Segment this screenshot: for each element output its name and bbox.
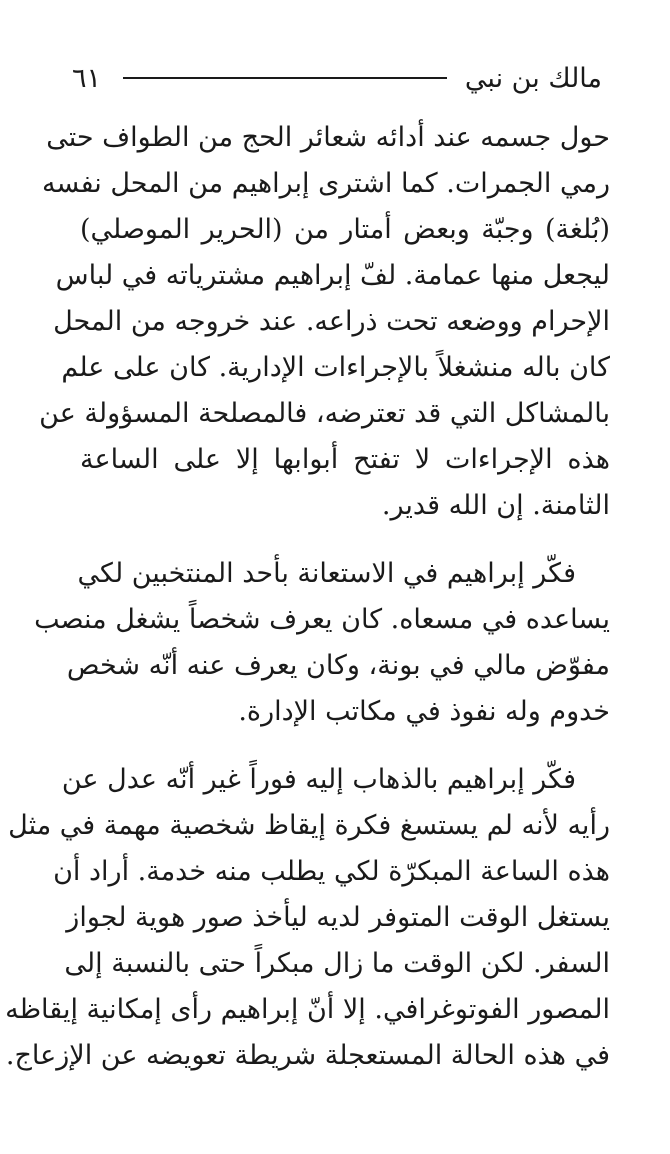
text-line: فكّر إبراهيم في الاستعانة بأحد المنتخبين لكي: [77, 558, 576, 589]
text-line: يستغل الوقت المتوفر لديه ليأخذ صور هوية لجواز: [66, 902, 610, 933]
text-line: حول جسمه عند أدائه شعائر الحج من الطواف حتى: [46, 122, 610, 153]
paragraph-3: [5, 757, 610, 1079]
paragraph-1: [39, 115, 610, 529]
body-text: [5, 115, 610, 1079]
paragraph-2: [34, 551, 610, 735]
paragraph-gap: [80, 529, 610, 551]
text-line: يساعده في مسعاه. كان يعرف شخصاً يشغل منصب: [34, 604, 610, 635]
text-line: (بُلغة) وجبّة وبعض أمتار من (الحرير الموصلي): [80, 214, 610, 245]
paragraph-gap: [80, 735, 610, 757]
page-number: ٦١: [72, 62, 102, 94]
text-line: السفر. لكن الوقت ما زال مبكراً حتى بالنسبة إلى: [64, 948, 610, 979]
header-rule: [123, 77, 447, 79]
text-line: الإحرام ووضعه تحت ذراعه. عند خروجه من المحل: [53, 306, 610, 337]
running-title: مالك بن نبي: [464, 62, 602, 94]
text-line: المصور الفوتوغرافي. إلا أنّ إبراهيم رأى إمكانية إيقاظه: [5, 994, 610, 1025]
text-line: رمي الجمرات. كما اشترى إبراهيم من المحل نفسه: [42, 168, 610, 199]
text-line: مفوّض مالي في بونة، وكان يعرف عنه أنّه شخص: [66, 650, 610, 681]
text-line: خدوم وله نفوذ في مكاتب الإدارة.: [238, 696, 610, 727]
text-line: فكّر إبراهيم بالذهاب إليه فوراً غير أنّه عدل عن: [61, 764, 576, 795]
text-line: الثامنة. إن الله قدير.: [381, 490, 610, 521]
text-line: بالمشاكل التي قد تعترضه، فالمصلحة المسؤولة عن: [39, 398, 610, 429]
text-line: كان باله منشغلاً بالإجراءات الإدارية. كان على علم: [61, 352, 610, 383]
text-line: رأيه لأنه لم يستسغ فكرة إيقاظ شخصية مهمة في مثل: [8, 810, 610, 841]
page-header: [72, 58, 602, 98]
text-line: هذه الإجراءات لا تفتح أبوابها إلا على الساعة: [80, 444, 610, 475]
text-line: في هذه الحالة المستعجلة شريطة تعويضه عن الإزعاج.: [5, 1040, 610, 1071]
text-line: هذه الساعة المبكرّة لكي يطلب منه خدمة. أراد أن: [53, 856, 610, 887]
text-line: ليجعل منها عمامة. لفّ إبراهيم مشترياته في لباس: [55, 260, 610, 291]
